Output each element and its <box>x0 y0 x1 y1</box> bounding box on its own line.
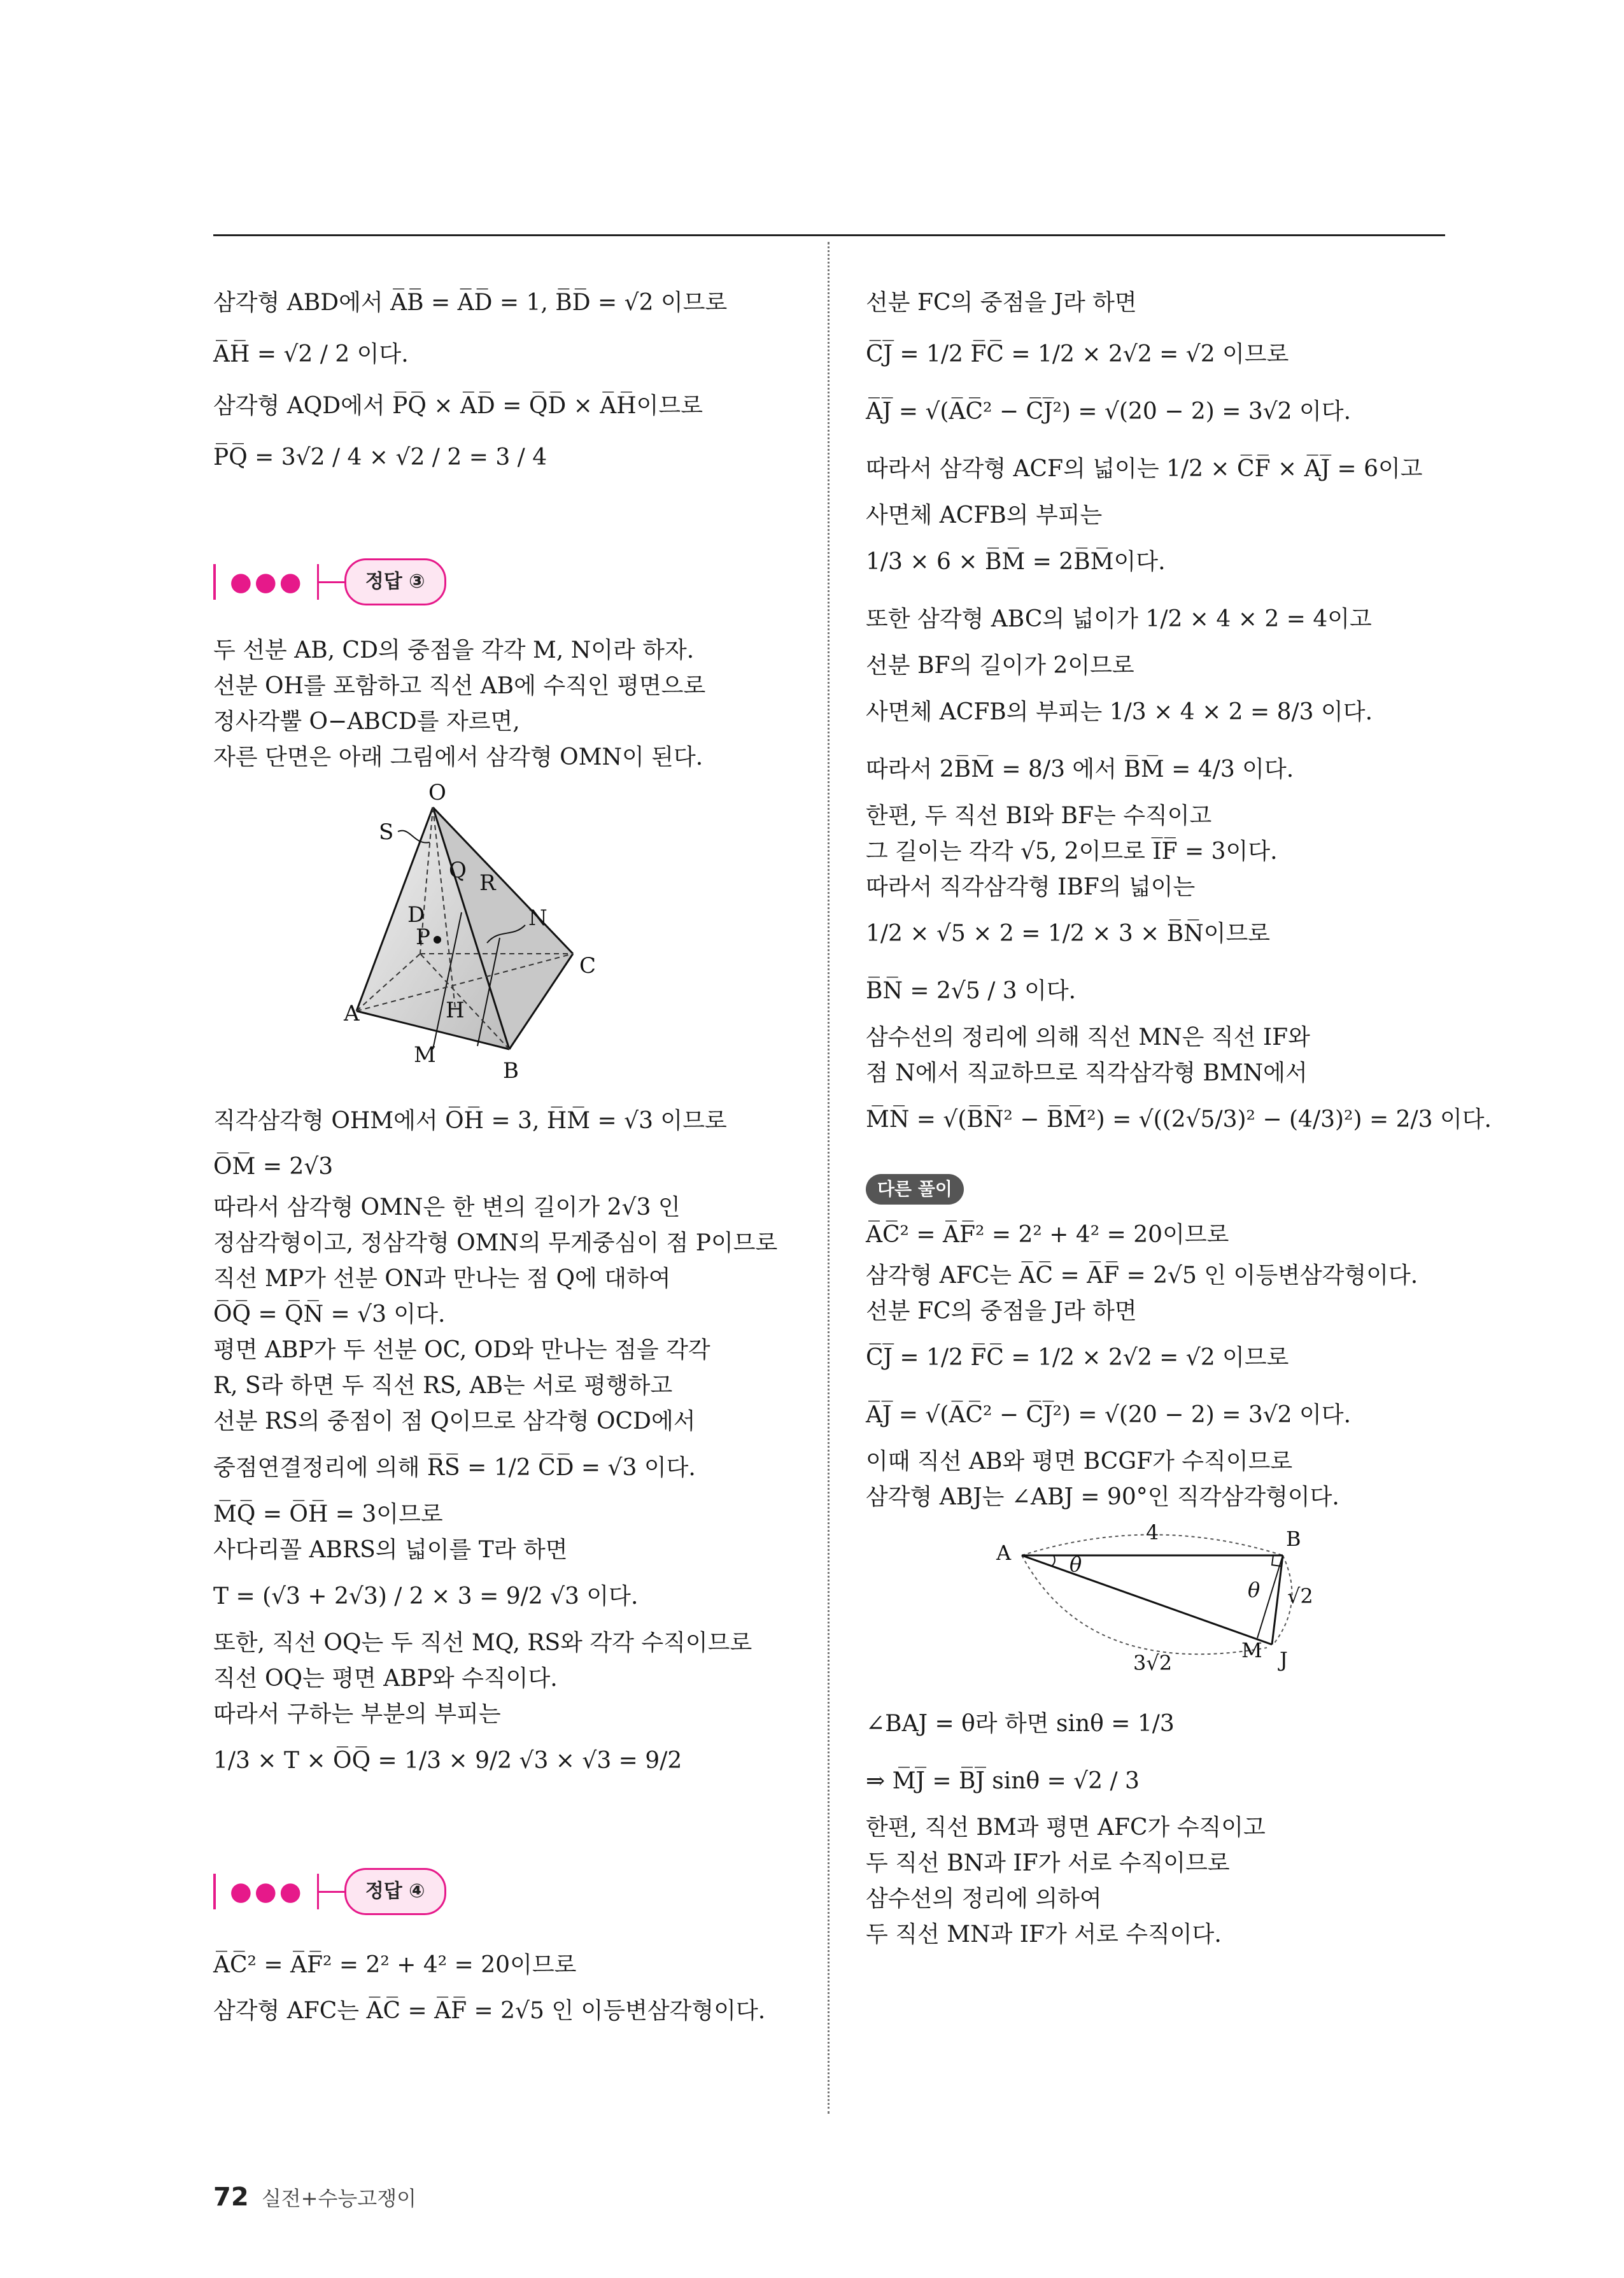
text-line: A̅J̅ = √(A̅C̅² − C̅J̅²) = √(20 − 2) = 3√2 이다. <box>866 399 1352 425</box>
text-line: 중점연결정리에 의해 R̅S̅ = 1/2 C̅D̅ = √3 이다. <box>213 1455 696 1481</box>
text-line: C̅J̅ = 1/2 F̅C̅ = 1/2 × 2√2 = √2 이므로 <box>866 1345 1289 1371</box>
text-line: 삼각형 ABD에서 A̅B̅ = A̅D̅ = 1, B̅D̅ = √2 이므로 <box>213 290 728 316</box>
text-line: 따라서 2B̅M̅ = 8/3 에서 B̅M̅ = 4/3 이다. <box>866 756 1294 782</box>
text-line: C̅J̅ = 1/2 F̅C̅ = 1/2 × 2√2 = √2 이므로 <box>866 341 1289 367</box>
dots-icon: ●●● <box>230 1877 304 1906</box>
text-line: T = (√3 + 2√3) / 2 × 3 = 9/2 √3 이다. <box>213 1583 639 1609</box>
text-line: 사다리꼴 ABRS의 넓이를 T라 하면 <box>213 1537 568 1563</box>
label-m: M <box>414 1042 436 1068</box>
right-text-b <box>866 1212 1445 1515</box>
label-p: P <box>416 924 430 950</box>
answer-3-text-a <box>213 633 805 775</box>
text-line: 따라서 삼각형 ACF의 넓이는 1/2 × C̅F̅ × A̅J̅ = 6이고 <box>866 456 1423 482</box>
label-s: S <box>379 819 394 845</box>
text-line: ⇒ M̅J̅ = B̅J̅ sinθ = √2 / 3 <box>866 1768 1140 1794</box>
accent-tick <box>319 1891 344 1893</box>
text-line: 두 직선 BN과 IF가 서로 수직이므로 <box>866 1850 1230 1876</box>
dimension-arc <box>1022 1555 1267 1654</box>
label-a: A <box>996 1541 1012 1565</box>
label-theta: θ <box>1248 1578 1260 1602</box>
text-line: 삼수선의 정리에 의하여 <box>866 1886 1102 1912</box>
page-footer <box>213 2182 416 2212</box>
label-r: R <box>479 870 496 896</box>
label-theta: θ <box>1070 1552 1082 1576</box>
text-line: 1/2 × √5 × 2 = 1/2 × 3 × B̅N̅이므로 <box>866 921 1271 947</box>
label-length-4: 4 <box>1146 1520 1159 1545</box>
text-line: 1/3 × 6 × B̅M̅ = 2B̅M̅이다. <box>866 549 1166 575</box>
label-n: N <box>528 905 547 931</box>
page-number: 72 <box>213 2182 249 2212</box>
text-line: 자른 단면은 아래 그림에서 삼각형 OMN이 된다. <box>213 744 703 770</box>
text-line: 또한 삼각형 ABC의 넓이가 1/2 × 4 × 2 = 4이고 <box>866 606 1372 632</box>
pyramid-figure <box>341 782 659 1081</box>
text-line: 따라서 삼각형 OMN은 한 변의 길이가 2√3 인 <box>213 1194 681 1220</box>
answer-3-text-b <box>213 1098 805 1790</box>
answer-badge: 정답 ③ <box>344 558 446 605</box>
text-line: 정삼각형이고, 정삼각형 OMN의 무게중심이 점 P이므로 <box>213 1230 778 1256</box>
accent-bar <box>213 1874 216 1909</box>
text-line: 선분 RS의 중점이 점 Q이므로 삼각형 OCD에서 <box>213 1408 696 1434</box>
text-line: 정사각뿔 O−ABCD를 자르면, <box>213 709 520 735</box>
text-line: 또한, 직선 OQ는 두 직선 MQ, RS와 각각 수직이므로 <box>213 1630 752 1656</box>
right-text-a <box>866 280 1492 1149</box>
text-line: B̅N̅ = 2√5 / 3 이다. <box>866 978 1077 1004</box>
text-line: P̅Q̅ = 3√2 / 4 × √2 / 2 = 3 / 4 <box>213 444 547 470</box>
triangle-figure <box>993 1520 1311 1680</box>
label-d: D <box>407 902 425 928</box>
text-line: 직선 OQ는 평면 ABP와 수직이다. <box>213 1666 558 1692</box>
text-line: 1/3 × T × O̅Q̅ = 1/3 × 9/2 √3 × √3 = 9/2 <box>213 1748 682 1774</box>
accent-tick <box>319 581 344 583</box>
answer-4-text <box>213 1942 805 2034</box>
text-line: A̅J̅ = √(A̅C̅² − C̅J̅²) = √(20 − 2) = 3√2 이다. <box>866 1402 1352 1428</box>
right-column <box>866 280 1492 1953</box>
header-rule <box>213 234 1445 236</box>
line-bm <box>1257 1555 1283 1638</box>
answer-4-header <box>213 1866 805 1917</box>
text-line: M̅N̅ = √(B̅N̅² − B̅M̅²) = √((2√5/3)² − (4/3)²) = 2/3 이다. <box>866 1107 1492 1133</box>
alt-solution-badge: 다른 풀이 <box>866 1174 964 1205</box>
text-line: A̅H̅ = √2 / 2 이다. <box>213 341 409 367</box>
text-line: ∠BAJ = θ라 하면 sinθ = 1/3 <box>866 1711 1175 1737</box>
angle-arc <box>1052 1555 1055 1566</box>
label-b: B <box>503 1058 519 1081</box>
dots-icon: ●●● <box>230 567 304 597</box>
text-line: O̅M̅ = 2√3 <box>213 1154 334 1180</box>
accent-bar <box>213 564 216 600</box>
label-c: C <box>579 953 597 979</box>
text-line: 선분 BF의 길이가 2이므로 <box>866 653 1134 679</box>
text-line: 평면 ABP가 두 선분 OC, OD와 만나는 점을 각각 <box>213 1337 710 1363</box>
text-line: M̅Q̅ = O̅H̅ = 3이므로 <box>213 1501 443 1527</box>
answer-3-header <box>213 556 805 607</box>
label-h: H <box>446 998 465 1023</box>
label-m: M <box>1241 1638 1262 1662</box>
text-line: 사면체 ACFB의 부피는 1/3 × 4 × 2 = 8/3 이다. <box>866 699 1373 725</box>
right-text-c <box>866 1695 1445 1953</box>
text-line: 삼각형 AQD에서 P̅Q̅ × A̅D̅ = Q̅D̅ × A̅H̅이므로 <box>213 393 703 419</box>
text-line: 직각삼각형 OHM에서 O̅H̅ = 3, H̅M̅ = √3 이므로 <box>213 1108 727 1134</box>
label-b: B <box>1286 1527 1301 1551</box>
answer-badge: 정답 ④ <box>344 1868 446 1915</box>
label-q: Q <box>449 858 467 883</box>
text-line: 삼각형 AFC는 A̅C̅ = A̅F̅ = 2√5 인 이등변삼각형이다. <box>213 1998 766 2024</box>
left-column <box>213 280 805 2034</box>
text-line: 선분 FC의 중점을 J라 하면 <box>866 290 1137 316</box>
side-aj <box>1022 1555 1272 1645</box>
label-sqrt2: √2 <box>1287 1584 1311 1608</box>
text-line: 선분 OH를 포함하고 직선 AB에 수직인 평면으로 <box>213 673 706 699</box>
text-line: R, S라 하면 두 직선 RS, AB는 서로 평행하고 <box>213 1373 673 1399</box>
text-line: 따라서 구하는 부분의 부피는 <box>213 1701 501 1727</box>
text-line: 한편, 직선 BM과 평면 AFC가 수직이고 <box>866 1815 1266 1841</box>
column-divider <box>828 242 830 2114</box>
text-line: 이때 직선 AB와 평면 BCGF가 수직이므로 <box>866 1448 1293 1475</box>
text-line: 두 직선 MN과 IF가 서로 수직이다. <box>866 1921 1222 1948</box>
text-line: A̅C̅² = A̅F̅² = 2² + 4² = 20이므로 <box>213 1952 577 1978</box>
point-p <box>434 936 441 944</box>
text-line: A̅C̅² = A̅F̅² = 2² + 4² = 20이므로 <box>866 1222 1229 1248</box>
label-a: A <box>344 1001 360 1026</box>
text-line: 점 N에서 직교하므로 직각삼각형 BMN에서 <box>866 1060 1308 1086</box>
label-j: J <box>1280 1648 1288 1672</box>
text-line: 선분 FC의 중점을 J라 하면 <box>866 1298 1137 1324</box>
text-line: 따라서 직각삼각형 IBF의 넓이는 <box>866 874 1196 900</box>
intro-block <box>213 280 805 486</box>
text-line: 삼각형 ABJ는 ∠ABJ = 90°인 직각삼각형이다. <box>866 1484 1339 1510</box>
text-line: O̅Q̅ = Q̅N̅ = √3 이다. <box>213 1301 446 1327</box>
side-bj <box>1272 1555 1283 1645</box>
text-line: 두 선분 AB, CD의 중점을 각각 M, N이라 하자. <box>213 637 695 663</box>
text-line: 사면체 ACFB의 부피는 <box>866 502 1103 528</box>
book-title: 실전+수능고쟁이 <box>261 2186 417 2211</box>
text-line: 삼각형 AFC는 A̅C̅ = A̅F̅ = 2√5 인 이등변삼각형이다. <box>866 1263 1418 1289</box>
label-o: O <box>428 782 446 805</box>
label-3sqrt2: 3√2 <box>1133 1651 1173 1675</box>
text-line: 그 길이는 각각 √5, 2이므로 I̅F̅ = 3이다. <box>866 838 1278 865</box>
text-line: 삼수선의 정리에 의해 직선 MN은 직선 IF와 <box>866 1024 1310 1051</box>
text-line: 직선 MP가 선분 ON과 만나는 점 Q에 대하여 <box>213 1266 671 1292</box>
text-line: 한편, 두 직선 BI와 BF는 수직이고 <box>866 803 1212 829</box>
